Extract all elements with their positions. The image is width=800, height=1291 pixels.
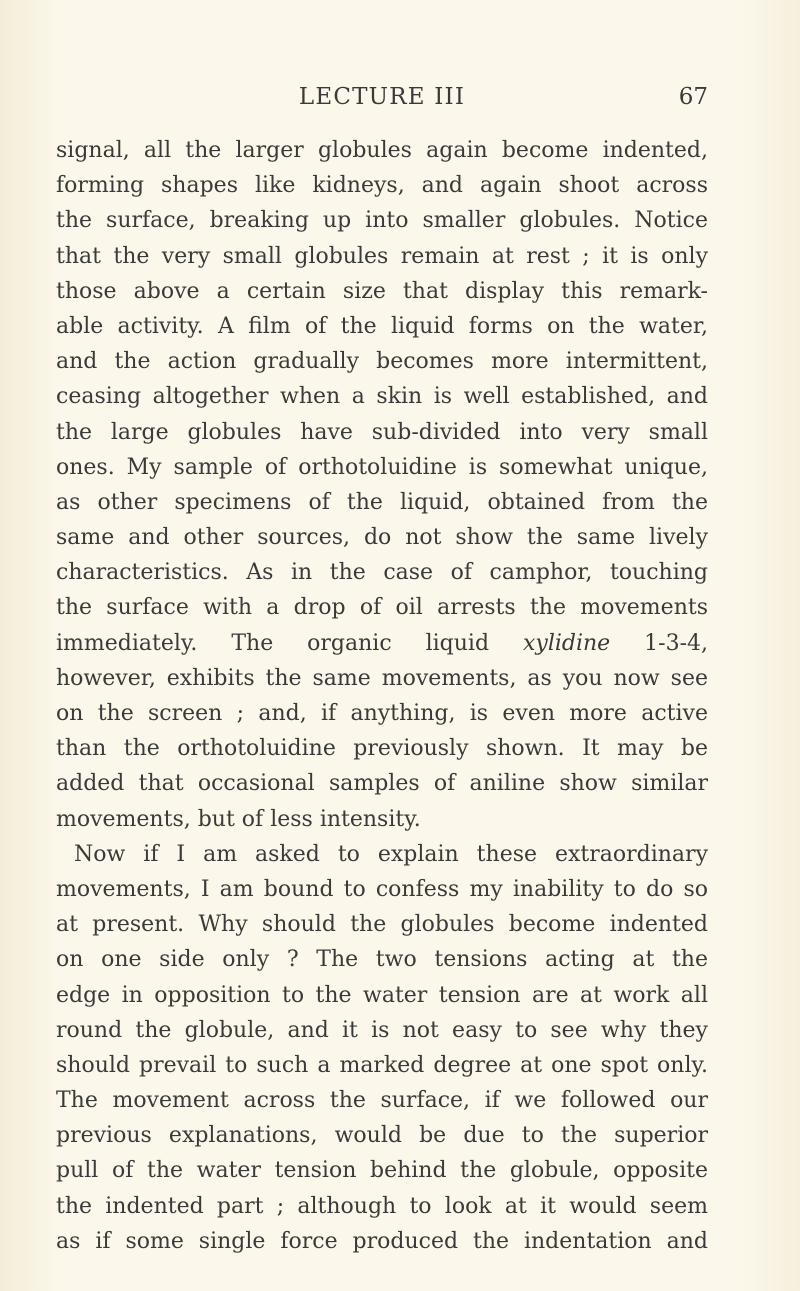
text-line: edge in opposition to the water tension are at work all [56,982,708,1008]
running-head: LECTURE III [298,84,466,110]
text-line: however, exhibits the same movements, as you now see [56,665,708,691]
text-line: those above a certain size that display this remark- [56,278,708,304]
text-line: on one side only ? The two tensions acting at the [56,947,708,973]
text-line: movements, I am bound to confess my inability to do so [56,876,708,902]
text-line: the surface with a drop of oil arrests the movements [56,595,708,621]
text-line: at present. Why should the globules become indented [56,912,708,938]
text-line: than the orthotoluidine previously shown. It may be [56,736,708,762]
text-line: on the screen ; and, if anything, is even more active [56,701,708,726]
text-line: the surface, breaking up into smaller globules. Notice [56,208,708,234]
text-line: round the globule, and it is not easy to see why they [56,1017,708,1043]
text-line: The movement across the surface, if we followed our [56,1088,708,1114]
text-line: added that occasional samples of aniline show similar [56,771,708,797]
text-line-paragraph-end: movements, but of less intensity. [56,806,421,832]
text-line: as if some single force produced the indentation and [56,1228,708,1254]
text-line: same and other sources, do not show the same lively [56,525,708,551]
text-line: should prevail to such a marked degree at one spot only. [56,1052,708,1078]
text-line: able activity. A film of the liquid forms on the water, [56,313,708,339]
italic-term: xylidine [522,630,611,656]
text-line: that the very small globules remain at rest ; it is only [56,243,708,269]
text-line: ones. My sample of orthotoluidine is somewhat unique, [56,454,708,480]
text-line: pull of the water tension behind the globule, opposite [56,1158,708,1184]
isomer-number: 1-3-4, [644,630,709,656]
text-line-start: immediately. The organic liquid [56,630,490,656]
text-line: as other specimens of the liquid, obtained from the [56,489,708,515]
text-line: signal, all the larger globules again become indented, [56,138,708,163]
text-line: ceasing altogether when a skin is well established, and [56,384,708,410]
page-header [56,84,708,116]
text-line-xylidine [56,626,708,661]
text-line: forming shapes like kidneys, and again shoot across [56,173,708,199]
body-text [56,133,708,1259]
text-line: previous explanations, would be due to the superior [56,1123,708,1149]
text-line: the large globules have sub-divided into very small [56,419,708,445]
text-line-paragraph-start: Now if I am asked to explain these extraordinary [74,841,708,867]
text-line: the indented part ; although to look at it would seem [56,1193,708,1219]
page-number: 67 [678,84,708,110]
text-line: characteristics. As in the case of camphor, touching [56,560,708,586]
text-line: and the action gradually becomes more intermittent, [56,349,708,375]
